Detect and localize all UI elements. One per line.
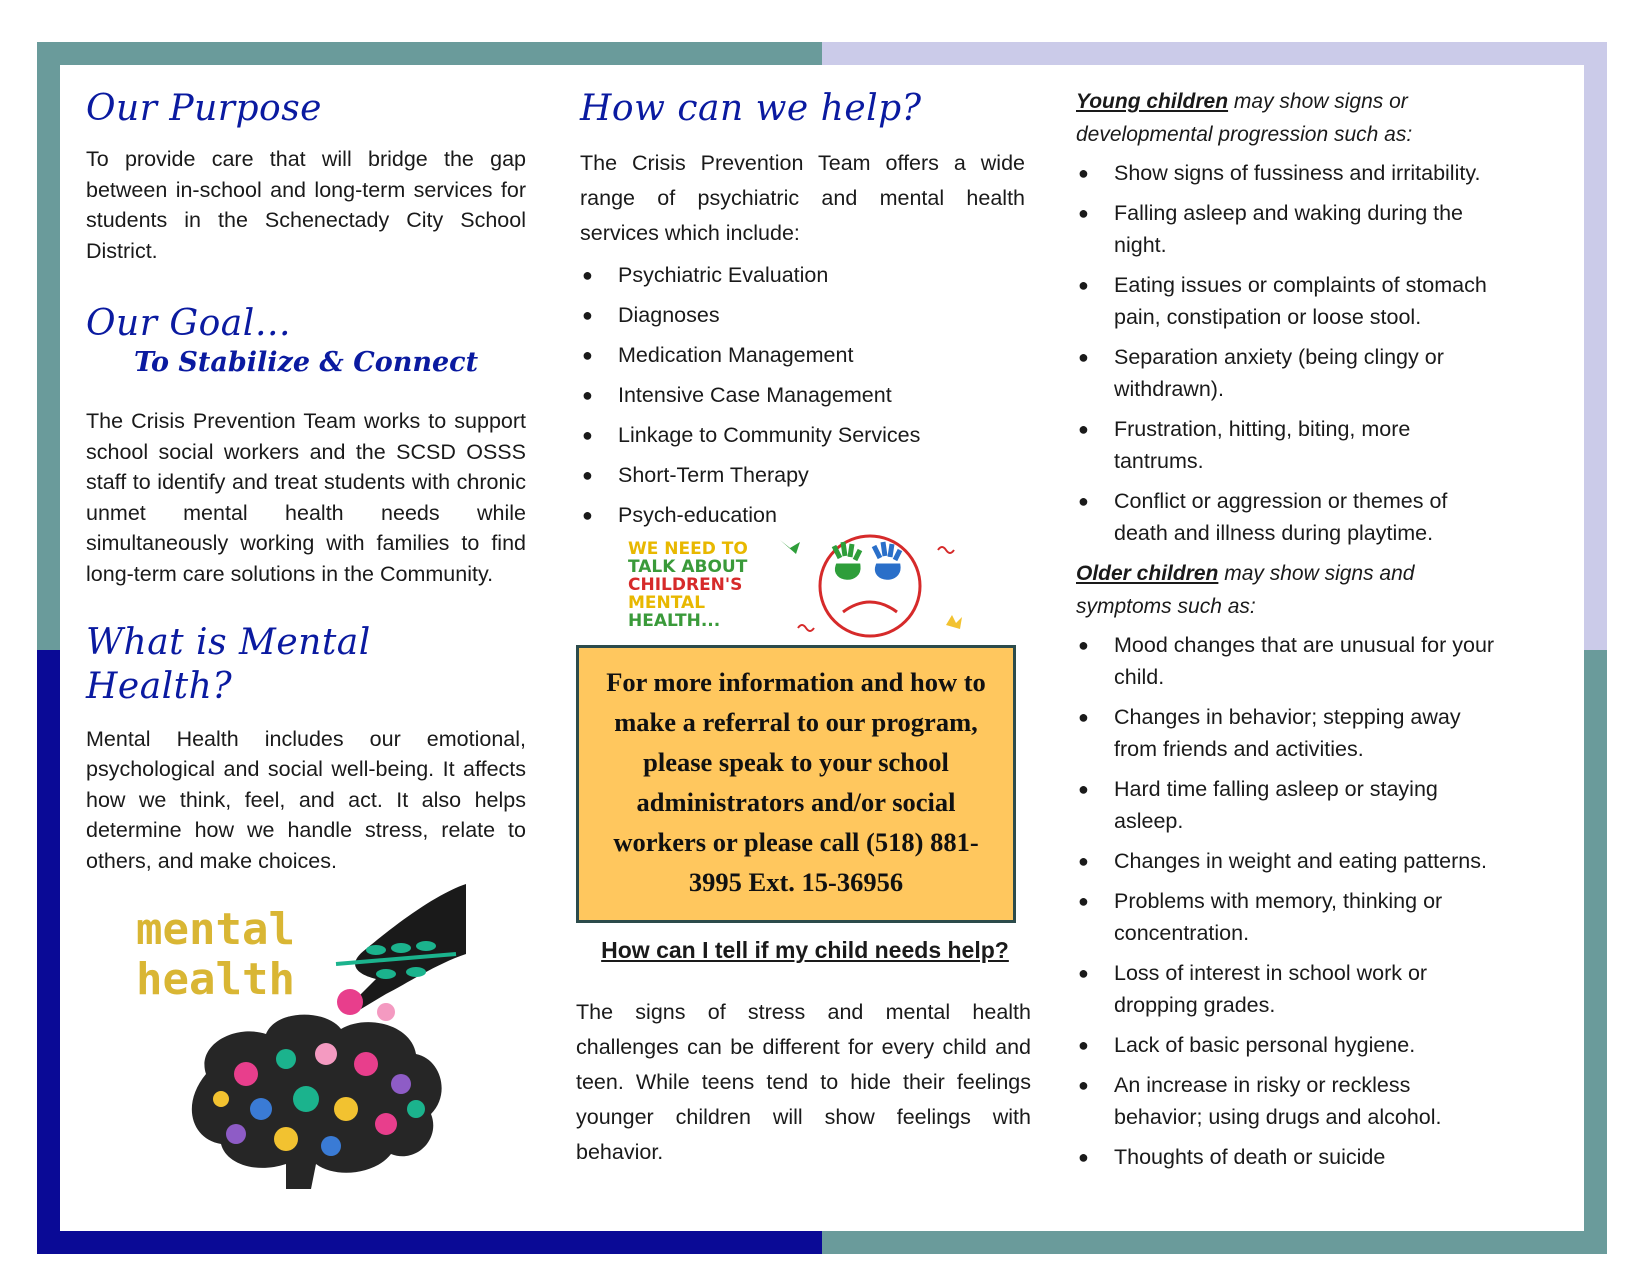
service-item: ● Short-Term Therapy [582,463,809,488]
service-item: ● Medication Management [582,343,854,368]
service-item: ● Intensive Case Management [582,383,892,408]
mental-health-brain-illustration [136,884,496,1209]
logo-line: MENTAL [628,593,706,613]
left-column [86,65,526,1209]
service-item: ● Psychiatric Evaluation [582,263,829,288]
sign-item: ● Frustration, hitting, biting, more tantrums. [1078,417,1411,473]
signs-intro-text: The signs of stress and mental health challenges can be different for every child and teen. While teens tend to hide their feelings younger children will show feelings with behavior. [576,1000,1031,1164]
art-word-health: health [136,954,295,1006]
brochure-panel [60,65,1584,1231]
sign-item: ● Changes in weight and eating patterns. [1078,849,1487,873]
young-children-label: Young children [1076,90,1229,113]
service-item: ● Diagnoses [582,303,720,328]
service-item: ● Psych-education [582,503,777,528]
purpose-text: To provide care that will bridge the gap between in-school and long-term services for students in the Schenectady City School District. [86,147,526,263]
services-list [580,255,1038,535]
young-children-intro: Young children may show signs or developmental progression such as: [1076,90,1413,146]
older-signs-list [1076,629,1496,1173]
child-help-heading: How can I tell if my child needs help? [601,937,1009,963]
mental-health-text: Mental Health includes our emotional, psychological and social well-being. It affects how we think, feel, and act. It also helps determine how we handle stress, relate to others, and make choices. [86,726,526,873]
right-column [1076,65,1496,1181]
service-item: ● Linkage to Community Services [582,423,921,448]
help-text: The Crisis Prevention Team offers a wide range of psychiatric and mental health services which include: [580,151,1025,246]
young-signs-list [1076,157,1496,549]
middle-column [576,65,1038,1164]
purpose-heading: Our Purpose [86,88,322,129]
small-green-handprint-icon [780,540,800,554]
art-word-mental: mental [136,904,295,956]
blue-handprint-icon [874,542,900,577]
older-children-label: Older children [1076,562,1219,585]
sign-item: ● Falling asleep and waking during the night. [1078,201,1464,257]
childrens-mental-health-logo [628,530,968,642]
logo-line: TALK ABOUT [628,557,748,577]
referral-callout: For more information and how to make a referral to our program, please speak to your school administrators and/or social workers or please call (518) 881-3995 Ext. 15-36956 [576,645,1016,923]
logo-line: WE NEED TO [628,539,748,559]
logo-line: CHILDREN'S [628,575,743,595]
sign-item: ● Mood changes that are unusual for your child. [1078,633,1495,689]
yellow-handprint-icon [946,615,962,629]
sad-face-icon [778,530,968,642]
sign-item: ● Loss of interest in school work or dropping grades. [1078,961,1428,1017]
sign-item: ● Separation anxiety (being clingy or withdrawn). [1078,345,1444,401]
sign-item: ● Eating issues or complaints of stomach pain, constipation or loose stool. [1078,273,1487,329]
goal-heading: Our Goal… [86,303,292,345]
sign-item: ● An increase in risky or reckless behavior; using drugs and alcohol. [1078,1073,1442,1129]
sign-item: ● Hard time falling asleep or staying asleep. [1078,777,1438,833]
goal-subtitle: To Stabilize & Connect [134,347,479,379]
sign-item: ● Show signs of fussiness and irritability. [1078,161,1481,185]
older-children-intro: Older children may show signs and symptoms such as: [1076,562,1415,618]
sign-item: ● Problems with memory, thinking or concentration. [1078,889,1443,945]
mental-health-heading: What is Mental Health? [86,622,371,707]
sign-item: ● Conflict or aggression or themes of death and illness during playtime. [1078,489,1448,545]
goal-text: The Crisis Prevention Team works to support school social workers and the SCSD OSSS staff to identify and treat students with chronic unmet mental health needs while simultaneously working with families to find long-term care solutions in the Community. [86,409,526,586]
sign-item: ● Changes in behavior; stepping away from friends and activities. [1078,705,1461,761]
help-heading: How can we help? [580,88,922,129]
sign-item: ● Thoughts of death or suicide [1078,1145,1386,1169]
logo-line: HEALTH... [628,611,721,631]
sign-item: ● Lack of basic personal hygiene. [1078,1033,1416,1057]
